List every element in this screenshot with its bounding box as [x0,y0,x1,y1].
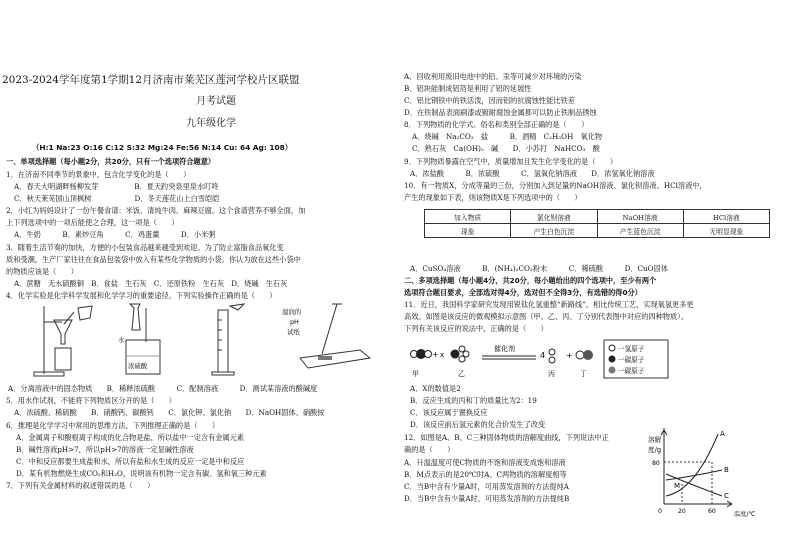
table-cell: 加入物质 [425,210,511,224]
graduated-cylinder [212,304,244,375]
table-cell: 现象 [425,224,511,238]
section-2-heading-cont: 选项符合题目要求，全部选对得4分，选对但不全得3分，有选错的得0分） [404,288,642,297]
q11-option-d: D．该反应前后氢元素的化合价发生了改变 [410,420,546,429]
question-8: 8．下列物质的化学式、俗名和类别全部正确的是（ ） [404,120,589,129]
q10-options: A．CuSO₄溶液 B．(NH₄)₂CO₃粉末 C．稀硫酸 D．CuO固体 [410,264,668,273]
coefficient-x: x [440,351,445,359]
q11-option-b: B．反应生成的丙和丁的质量比为2：19 [410,396,537,405]
q8-options-ab: A．烧碱 Na₂CO₃ 盐 B．酒精 C₂H₅OH 氧化物 [412,132,603,141]
q9-options: A．浓盐酸 B．浓硫酸 C．氢氧化钠溶液 D．浓氢氧化钠溶液 [410,169,655,178]
q6-option-c: C．中和反应都要生成盐和水，所以有盐和水生成的反应一定是中和反应 [16,457,245,466]
table-cell: 无明显现象 [683,224,769,238]
wet-label: 湿润的 [282,308,302,316]
x-tick-20: 20 [678,508,686,515]
species-ding: 丁 [580,370,587,378]
water-label: 水 [118,336,125,344]
q7-option-a: A．回收利用废旧电池中的铅、汞等可减少对环境的污染 [404,72,582,81]
q7-option-d: D．在铁制品表面刷漆或镀耐腐蚀金属都可以防止铁制品锈蚀 [404,108,597,117]
q2-options: A．牛奶 B．素炒豆角 C．鸡蛋羹 D．小米粥 [14,230,216,239]
table-cell: NaOH溶液 [597,210,683,224]
y-axis-label-1: 溶解 [648,436,662,444]
q6-option-b: B．碱性溶液pH>7，所以pH>7的溶液一定显碱性溶液 [16,445,194,454]
legend-atom-3: 一碳原子 [618,367,645,375]
svg-text:+: + [566,351,573,360]
species-jia: 甲 [412,370,419,378]
table-cell: HCl溶液 [683,210,769,224]
q4-options: A．分离溶液中的固态物质 B．稀释浓硫酸 C．配制溶液 D．测试某溶液的酸碱度 [8,384,318,393]
question-10: 10．有一物质X，分成等量的三份，分别加入到足量的NaOH溶液、氯化钡溶液、HCl溶液中， [404,181,707,190]
legend-hydrogen: 一氢原子 [618,345,645,353]
x-tick-0: 0 [658,508,662,515]
question-3-cont: 质和受潮，生产厂家往往在食品包装袋中放入有某些化学物质的小袋。你认为放在这些小袋中 [6,255,301,264]
q11-option-c: C．该反应属于置换反应 [410,408,488,417]
q5-options: A．浓硫酸、稀硫酸 B．硝酸钙、碳酸钙 C．氯化钾、氯化钠 D．NaOH固体、硝酸铵 [14,408,325,417]
svg-text:+: + [432,350,439,359]
exam-title: 2023-2024学年度第1学期12月济南市莱芜区莲河学校片区联盟 [2,74,300,86]
q6-option-d: D．某有机物燃烧生成CO₂和H₂O，说明该有机物一定含有碳、氢和氧三种元素 [16,469,267,478]
question-2-cont: 上下列选项中的一项后能使之合理，这一项是（ ） [6,218,179,227]
question-11-cont2: 下列有关该反应的说法中，正确的是（ ） [404,324,548,333]
section-2-heading: 二、多项选择题（每小题4分，共20分，每小题给出的四个选项中，至少有两个 [404,276,657,285]
question-11: 11．近日，我国科学家研究发现用锐钛化氢重整“新路线”，相比传统工艺，实现氧氢更多更 [404,300,694,309]
q7-option-c: C．铝比钢铁中的铁活泼，因而铝的抗腐蚀性能比铁差 [404,96,575,105]
q11-reaction-diagram [404,336,784,380]
table-row [425,210,770,224]
test-paper-label: 试纸 [287,328,300,336]
table-cell: 产生白色沉淀 [511,224,597,238]
question-2: 2．小红为妈妈设计了一份午餐食谱：米饭、清炖牛肉、麻辣豆腐。这个食谱营养不够全面，加 [6,206,306,215]
q7-option-b: B．铝块能制成铝箔是利用了铝的延展性 [404,84,532,93]
q3-options: A．蔗糖 无水硫酸铜 B．食盐 生石灰 C．还原铁粉 生石灰 D．烧碱 生石灰 [14,279,288,288]
q12-option-b: B．M点表示的是20℃时A、C两物质的溶解度相等 [404,470,567,479]
filtration-apparatus [34,306,92,376]
curve-a-label: A [720,430,725,438]
solubility-curve-graph [640,422,790,518]
y-tick-80: 80 [652,460,660,467]
question-12: 12．如图是A、B、C三种固体物质的溶解度曲线，下列说法中正 [404,433,609,442]
question-6: 6．推理是化学学习中常用的思维方法，下列推理正确的是（ ） [6,421,220,430]
q12-option-d: D．当B中含有少量A时，可用蒸发溶剂的方法提纯B [404,494,570,503]
question-5: 5．用水作试剂，不能将下列物质区分开的是（ ） [6,396,176,405]
question-4: 4．化学实验是化学科学发展和化学学习的重要途径。下列实验操作正确的是（ ） [6,291,277,300]
q4-apparatus-figures [0,300,390,380]
conc-sulfuric-label: 浓硫酸 [128,362,148,370]
q12-option-a: A．升温温度可使C物质的不饱和溶液变成饱和溶液 [404,458,566,467]
question-10-cont: 产生的现象如下表，则该物质X是下列选项中的（ ） [404,193,582,202]
exam-title-line2: 月考试题 [196,96,236,107]
point-m-label: M [674,482,681,490]
atomic-masses: （H:1 Na:23 O:16 C:12 S:32 Mg:24 Fe:56 N:14 Cu: 64 Ag: 108） [32,143,293,152]
q8-options-cd: C．熟石灰 Ca(OH)₂ 碱 D．小苏打 NaHCO₃ 酸 [412,144,600,153]
coefficient-4: 4 [540,351,546,360]
subject-title: 九年级化学 [186,118,236,129]
section-1-heading: 一、单项选择题（每小题2分，共20分，只有一个选项符合题意） [6,157,216,166]
table-cell: 氯化钡溶液 [511,210,597,224]
q11-option-a: A．X的数值是2 [410,384,461,393]
question-1: 1．在济南不同季节的景象中，包含化学变化的是（ ） [6,170,191,179]
q10-table [424,209,770,238]
curve-c-label: C [724,492,729,500]
ph-label: pH [290,318,299,326]
catalyst-label: 催化剂 [494,345,515,353]
q6-option-a: A．金属离子和酸根离子构成的化合物是盐，所以盐中一定含有金属元素 [16,433,245,442]
y-axis-label-2: 度/g [648,446,662,454]
table-cell: 产生蓝色沉淀 [597,224,683,238]
question-7: 7．下列有关金属材料的叙述错误的是（ ） [6,481,155,490]
question-9: 9．下列物质暴露在空气中，质量增加且发生化学变化的是（ ） [404,157,618,166]
question-12-cont: 确的是（ ） [404,445,455,454]
curve-b [666,470,722,480]
question-3: 3．随着生活节奏的加快，方便的小包装食品越来越受到欢迎。为了防止富脂食品氧化变 [6,243,284,252]
x-axis-label: 温度/℃ [734,511,756,518]
q1-options-cd: C．秋天莱芜国山顶枫树 D．冬天莲花山上白雪皑皑 [14,194,220,203]
curve-b-label: B [724,466,729,474]
species-bing: 丙 [548,370,555,378]
ph-test-apparatus [282,304,370,368]
table-row [425,224,770,238]
species-yi: 乙 [458,370,465,378]
x-tick-60: 60 [708,508,716,515]
legend-carbon: 一碳原子 [618,356,645,364]
q12-option-c: C．当B中含有少量A时，可用蒸发溶剂的方法提纯A [404,482,569,491]
question-11-cont: 高效。如图是该反应的微观模拟示意图（甲、乙、丙、丁分别代表图中对应的四种物质）。 [404,312,688,321]
question-3-cont2: 的物质应该是（ ） [6,267,78,276]
q1-options-ab: A．春天大明湖畔杨柳发芽 B．夏天趵突泉里泉水叮咚 [14,182,219,191]
